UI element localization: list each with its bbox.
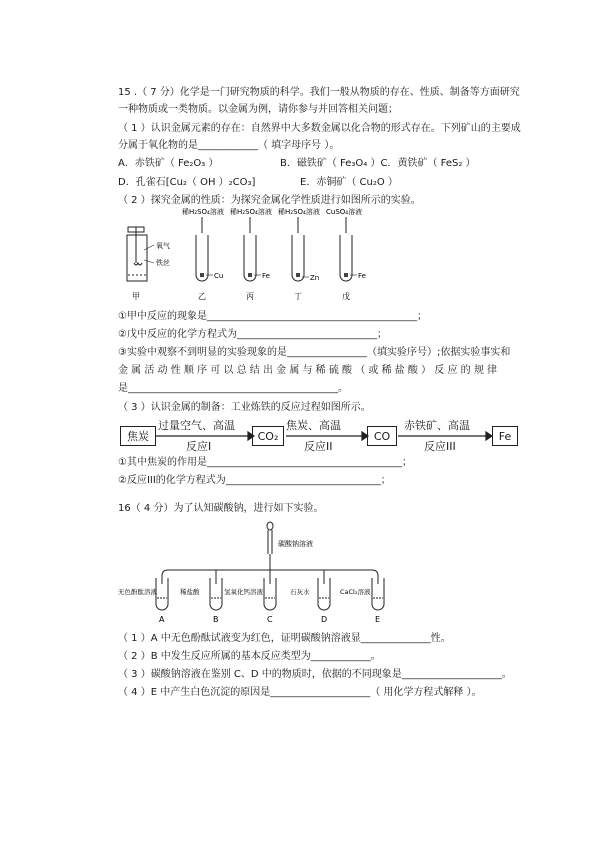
jar-label-iron-wire: 铁丝 [156,259,170,267]
q15-intro-line1: 15 .（ 7 分）化学是一门研究物质的科学。我们一般从物质的存在、性质、制备等方面研究 [118,87,520,98]
option-e: E．赤铜矿（ Cu₂O ） [300,177,398,188]
q15-2-3-line1: ③实验中观察不到明显的实验现象的是________________（填实验序号）;依据实验事实和 [118,347,511,358]
name-bing: 丙 [246,292,254,301]
flow-bottom-3: 反应III [424,440,456,453]
letter-d: D [321,615,328,624]
name-jia: 甲 [132,292,140,301]
q15-3-1: ①其中焦炭的作用是_______________________________________； [118,457,412,468]
q16-4: （ 4 ）E 中产生白色沉淀的原因是____________________（ 用化学方程式解释 ）。 [118,687,482,698]
tube-a-label: 无色酚酞溶液 [118,588,157,596]
reagent-label-wu: CuSO₄溶液 [326,208,363,216]
q15-2-2: ②戊中反应的化学方程式为____________________________； [118,329,387,340]
metal-label-fe: Fe [262,272,270,280]
reagent-label-bing: 稀H₂SO₄溶液 [230,208,272,216]
letter-a: A [159,615,165,624]
reagent-label-ding: 稀H₂SO₄溶液 [278,208,320,216]
q15-part2-title: （ 2 ）探究金属的性质：为探究金属化学性质进行如图所示的实验。 [118,195,421,206]
q15-2-3-line2: 金 属 活 动 性 顺 序 可 以 总 结 出 金 属 与 稀 硫 酸 （ 或 稀 盐 酸 ） 反 应 的 规 律 [118,365,498,376]
tube-e-label: CaCl₂溶液 [340,588,371,596]
q15-part1-line1: （ 1 ）认识金属元素的存在：自然界中大多数金属以化合物的形式存在。下列矿山的主要成 [118,123,521,134]
metal-experiment-figure [118,205,418,305]
q15-2-1: ①甲中反应的现象是__________________________________________； [118,311,427,322]
option-b-c: B．磁铁矿（ Fe₃O₄ ）C．黄铁矿（ FeS₂ ） [280,158,476,169]
metal-label-zn: Zn [310,274,320,282]
q15-intro-line2: 一种物质或一类物质。以金属为例，请你参与并回答相关问题； [118,104,398,115]
flow-bottom-1: 反应I [186,440,212,453]
oxygen-jar [127,227,147,281]
reagent-label-yi: 稀H₂SO₄溶液 [182,208,224,216]
q15-3-2: ②反应III的化学方程式为_______________________________； [118,475,391,486]
tube-b-label: 稀盐酸 [180,588,200,596]
flow-node-coke: 焦炭 [120,426,156,446]
option-a: A．赤铁矿（ Fe₂O₃ ） [118,158,219,169]
flow-bottom-2: 反应II [304,440,333,453]
q16-2: （ 2 ）B 中发生反应所属的基本反应类型为____________。 [118,651,381,662]
metal-label-cu: Cu [214,272,224,280]
q15-part3-title: （ 3 ）认识金属的制备：工业炼铁的反应过程如图所示。 [118,402,371,413]
letter-e: E [375,615,381,624]
name-ding: 丁 [294,292,302,301]
q15-2-3-line3: 是__________________________________________。 [118,383,348,394]
q16-1: （ 1 ）A 中无色酚酞试液变为红色，证明碳酸钠溶液显______________性。 [118,633,451,644]
name-wu: 戊 [342,292,350,301]
flow-top-3: 赤铁矿、高温 [404,419,470,432]
name-yi: 乙 [198,292,206,301]
flow-top-2: 焦炭、高温 [286,419,341,432]
dropper-label: 碳酸钠溶液 [278,540,313,548]
q15-part1-line2: 分属于氧化物的是____________（ 填字母序号 ）。 [118,140,340,151]
flow-node-fe: Fe [492,426,518,446]
q16-3: （ 3 ）碳酸钠溶液在鉴别 C、D 中的物质时，依据的不同现象是____________________。 [118,669,512,680]
letter-c: C [267,615,273,624]
option-d: D．孔雀石[Cu₂（ OH ）₂CO₃] [118,177,256,188]
q16-title: 16（ 4 分）为了认知碳酸钠，进行如下实验。 [118,503,324,514]
letter-b: B [213,615,219,624]
sodium-carbonate-figure [118,520,408,626]
tube-d-label: 石灰水 [290,588,310,596]
tube-c-label: 氢氧化钙溶液 [224,588,263,596]
metal-label-fe-2: Fe [358,272,366,280]
flow-node-co2: CO₂ [252,426,284,446]
flow-node-co: CO [367,426,397,446]
jar-label-oxygen: 氧气 [156,242,170,250]
flow-top-1: 过量空气、高温 [158,419,235,432]
